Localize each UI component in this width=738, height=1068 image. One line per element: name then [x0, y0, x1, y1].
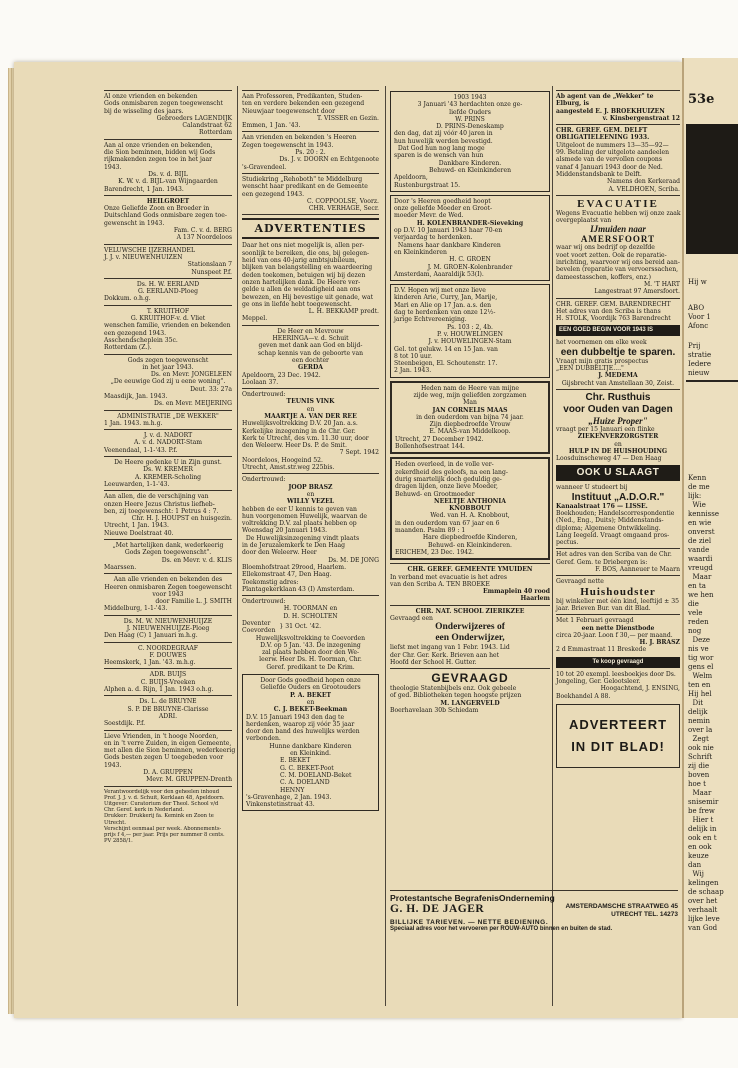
date: 7 Sept. 1942 — [339, 449, 379, 457]
name: KNOBBOUT — [449, 505, 491, 513]
signature: C. A. DOELAND — [280, 779, 330, 787]
signature: CHR. VERHAGE, Secr. — [308, 205, 379, 213]
conjunction: en — [306, 698, 315, 706]
signature: G. KRUITHOF-v. d. Vliet — [130, 315, 206, 323]
signature: C. M. DOELAND-Beket — [280, 771, 352, 779]
signature: A. KREMER-Scholing — [134, 473, 202, 481]
business-name: VELUWSCHE IJZERHANDEL — [104, 246, 196, 254]
greeting-text: Aan al onze vrienden en bekenden, die Sion beminnen, bidden wij Gods rijkmakenden zegen toe in het jaar 1943. — [104, 141, 216, 171]
notice-text: In verband met evacuatie is het adres van den Scriba A. TEN BROEKE — [390, 573, 508, 588]
name: WILLY VEZEL — [286, 498, 335, 506]
signature: Chr. H. J. HOUPST en huisgezin. — [131, 515, 232, 523]
greeting-text: Studiekring „Rehoboth" te Middelburg wenscht haar predikant en de Gemeente een gezegend 1943. — [242, 175, 368, 198]
signature: M. 'T HART — [643, 280, 680, 288]
announcement-text: Door 's Heeren goedheid hoopt onze geliefde Moeder en Groot- moeder Mevr. de Wed. — [394, 197, 493, 220]
next-page-text-c: Prij stratie Iedere nieuw — [688, 342, 712, 377]
column-3 — [390, 88, 550, 714]
ad-heading: CHR. NAT. SCHOOL ZIERIKZEE — [415, 607, 525, 615]
anniversary-box — [390, 91, 550, 192]
funeral-ad-address: UTRECHT TEL. 14273 — [611, 911, 678, 918]
section-label: Ondertrouwd: — [242, 598, 286, 606]
funeral-ad-name: G. H. DE JAGER — [390, 903, 485, 915]
name: Wed. van H. A. Knobbout, — [430, 512, 510, 520]
notice-text: Het adres van den Scriba is thans H. STOLK, Voordijk 763 Barendrecht — [556, 307, 671, 323]
ad-text: bij winkelier met één kind, leeftijd ± 35 jaar. Brieven Bur. van dit Blad. — [556, 597, 679, 612]
signature: J. MEDEMA — [598, 372, 638, 380]
signature: Behuwd- en Kleinkinderen — [428, 166, 511, 174]
signature: HENNY — [280, 786, 305, 794]
greeting-text: Aan Professoren, Predikanten, Studen- ten en verdere bekenden een gezegend Nieuwjaar toegewenscht door — [242, 93, 365, 115]
announcement-text: hebben de eer U kennis te geven van hun voorgenomen Huwelijk, waarvan de voltrekking D.V. zal plaats hebben op Woensdag 20 Januari 1943. De Huwelijksinzegening vindt plaats in de Jeruzalemkerk te Den Haag door den Weleerw. Heer — [242, 505, 368, 557]
next-page-text-b: ABO Voor 1 Afonc — [688, 304, 711, 330]
place-date: 's-Gravenhage, 2 Jan. 1943. — [246, 793, 332, 801]
banner-text: EEN GOED BEGIN VOOR 1943 IS — [559, 327, 654, 334]
section-label: Ondertrouwd: — [242, 476, 286, 484]
address: Kanaalstraat 176 — LISSE. — [556, 502, 648, 510]
funeral-ad-row — [390, 903, 678, 919]
obituary-box — [390, 457, 550, 560]
city: Rotterdam — [199, 129, 232, 137]
column-2 — [242, 88, 379, 814]
next-page-text-d: Kenn de me lijk: Wie kennisse en wie onverst de ziel vande waardi vreugd Maar en ta we hen die vele reden nog Deze nis ve tig wor gens el Welm ten en Hij hel Dit delijk nemin over la Zegt ook nie Schrift zij die boven hoe t Maar snisemir be frew Hier t delijk in ook en t en ook keuze dan Wij kelingen de schaap over het verhaalt lijke leve van God — [688, 474, 724, 932]
greeting-text: Aan alle vrienden en bekenden des Heeren onmisbaren Zegen toegewenscht voor 1943 — [104, 576, 232, 598]
ad-text: en — [614, 440, 622, 448]
ad-text: vraagt per 15 Januari een flinke — [556, 425, 655, 433]
next-page-rule — [686, 380, 738, 382]
signature: C. COPPOOLSE, Voorz. — [307, 197, 379, 205]
name: TEUNIS VINK — [286, 398, 335, 406]
place-date: Soestdijk. P.f. — [104, 720, 146, 728]
signature: Gebroeders LAGENDIJK — [156, 114, 232, 122]
place-date: Leeuwarden, 1-1-'43. — [104, 480, 170, 488]
signature: door Familie L. J. SMITH — [155, 598, 232, 606]
place-date: Alphen a. d. Rijn, 1 Jan. 1943 o.h.g. — [104, 686, 214, 694]
signature: Hare diepbedroefde Kinderen, Behuwd- en Kleinkinderen. — [422, 534, 518, 549]
in-dit-blad-text: IN DIT BLAD! — [571, 738, 665, 754]
name: D. PRINS-Deneskamp — [436, 123, 504, 131]
address: Bollenhofsestraat 144. — [395, 443, 465, 451]
headline: AMERSFOORT — [580, 234, 656, 245]
signature: D. A. GRUPPEN — [143, 769, 193, 777]
ad-heading: CHR. GEREF. GEMEENTE YMUIDEN — [407, 566, 533, 574]
address: Amsterdam, Aaaraldijk 53(I). — [394, 270, 484, 278]
adverteert-text: ADVERTEERT — [568, 716, 668, 732]
address: Gijsbrecht van Amstellaan 30, Zeist. — [561, 379, 675, 387]
funeral-ad-line: BILLIJKE TARIEVEN. — NETTE BEDIENING. — [390, 919, 549, 926]
signature: Namens den Kerkeraad — [607, 178, 680, 186]
greeting-text: De Heere gedenke U in Zijn gunst. — [114, 459, 222, 467]
address: Vinkenstetinstraat 43. — [246, 801, 315, 809]
greeting-text: Aan vrienden en bekenden 's Heeren Zegen toegewenscht in 1943. — [242, 134, 357, 149]
name: W. PRINS — [455, 115, 485, 123]
bible-reference: Deut. 33: 27a — [190, 385, 232, 393]
place-date: Heemskerk, 1 Jan. '43. m.h.g. — [104, 659, 196, 667]
ad-text: HULP IN DE HUISHOUDING — [568, 447, 668, 455]
column-rule — [552, 86, 553, 1006]
signature: G. EERLAND-Ploeg — [137, 288, 199, 296]
signature: J. v. HOUWELINGEN-Stam — [428, 338, 512, 346]
headline: een dubbeltje te sparen. — [560, 346, 676, 358]
column-1 — [104, 88, 236, 845]
city-date-group — [242, 620, 379, 635]
quotation: „De eeuwige God zij u eene woning". — [110, 378, 226, 386]
signature: Mevr. M. GRUPPEN-Drenth — [146, 776, 232, 784]
bible-reference: Ps. 20 : 2. — [295, 149, 326, 157]
signature: Ds. M. W. NIEUWENHUIJZE — [123, 617, 213, 625]
address: Utrecht, Amst.str.weg 225bis. — [242, 464, 335, 472]
greeting-text: Al onze vrienden en bekenden Gods onmisbaren zegen toegewenscht bij de wisseling des jaars. — [104, 93, 223, 115]
gevraagd-heading: GEVRAAGD — [431, 671, 509, 686]
date: 2 Jan. 1943. — [394, 367, 432, 375]
address: Calandstraat 62 — [182, 122, 232, 130]
address: v. Kinsbergenstraat 12 — [602, 114, 680, 122]
name: H. TOORMAN en — [283, 605, 338, 613]
address: Noordeloos, Hoogeind 52. — [242, 456, 323, 464]
signature: Ds. L. de BRUYNE — [139, 698, 197, 706]
vacancy-title: Onderwijzeres of een Onderwijzer, — [435, 622, 505, 644]
announcement-text: in den ouderdom van bijna 74 jaar. — [416, 413, 524, 421]
address: Boekhandel A 88. — [556, 692, 611, 700]
birth-announcement: De Heer en Mevrouw HEERINGA—v. d. Schuit geven met dank aan God en blijd- schap kennis van de geboorte van een dochter — [257, 327, 364, 364]
obituary-box — [390, 381, 550, 455]
savings-banner — [556, 325, 680, 336]
announcement-text: 3 Januari '43 herdachten onze ge- liefde Ouders — [417, 101, 523, 116]
evacuatie-heading: EVACUATIE — [577, 197, 659, 210]
ad-text: circa 20-jaar. Loon f 30,— per maand. — [556, 631, 673, 639]
address: Bloemhofstraat 29rood, Haarlem. — [242, 563, 347, 571]
section-label: Ondertrouwd: — [242, 391, 286, 399]
label: Gevraagd een — [390, 615, 433, 622]
headline: Instituut „A.D.O.R." — [571, 491, 665, 503]
address: Loolaan 37. — [242, 378, 279, 386]
ad-text: Vraagt mijn gratis prospectus „EEN DUBBELTJE...." — [556, 357, 649, 373]
years: 1903 1943 — [453, 94, 487, 101]
signature: H. C. GROEN — [449, 256, 491, 264]
advertenties-heading: ADVERTENTIES — [242, 218, 379, 239]
anniversary-box — [390, 284, 550, 378]
ad-heading: ADMINISTRATIE „DE WEKKER" — [117, 412, 219, 420]
address: Steenbeigen, El. Schoutenstr. 17. — [394, 360, 498, 368]
signature: E. MAAS-van Middelkoop. — [429, 428, 511, 436]
announcement-text: Huwelijksvoltrekking D.V. 20 Jan. a.s. Kerkelijke inzegening in de Chr. Ger. Kerk te Utrecht, des v.m. 11.30 uur, door den Weleerw. Heer Ds. P. de Smit. — [242, 420, 369, 450]
place-date: Utrecht, 1 Jan. 1943. — [104, 522, 169, 530]
announcement-text: Door Gods goedheid hopen onze Geliefde Ouders en Grootouders — [260, 677, 361, 692]
place-date: Den Haag (C) 1 Januari m.h.g. — [104, 632, 198, 640]
anniversary-box — [242, 674, 379, 811]
bible-reference: Ps. 103 : 2, 4b. — [447, 323, 493, 331]
signature: Hoogachtend, J. ENSING, — [600, 685, 680, 693]
place-date: ERICHEM, 23 Dec. 1942. — [395, 548, 474, 556]
address: Loosduinscheweg 47 — Den Haag — [556, 455, 662, 463]
signature: J. M. GROEN-Kolenbrander — [427, 263, 513, 271]
label: Toekomstig adres: — [242, 578, 299, 586]
signature: L. H. BEKKAMP predt. — [308, 308, 379, 316]
notice-text: Uitgeloot de nummers 13—35—92— 99. Betaling der uitgelote aandeelen alsmede van de vervollen coupons vanaf 4 Januari 1943 door de Ned. Middenstandsbank te Delft. — [556, 141, 670, 178]
next-page-black-banner — [686, 124, 738, 254]
address: A 137 Noordeloos — [176, 234, 232, 242]
date: } 31 Oct. '42. — [279, 623, 322, 630]
address: Nieuwe Doelstraat 40. — [104, 529, 174, 537]
city: Rotterdam (Z.). — [104, 344, 152, 352]
signature: Ds. en Mevr. JONGELEEN — [150, 371, 232, 379]
headline: Huishoudster — [580, 585, 656, 598]
announcement-text: Heden nam de Heere van mijne zijde weg, mijn geliefden zorgzamen Man — [413, 384, 527, 407]
ad-heading: CHR. GEREF. GEM. BARENDRECHT — [556, 300, 671, 308]
funeral-ad-address-block — [565, 903, 678, 919]
funeral-ad-line: Speciaal adres voor het vervoeren per ROUW-AUTO binnen en buiten de stad. — [390, 926, 613, 932]
signature: F. DOUWES — [149, 651, 187, 659]
address: Ellekomstraat 47, Den Haag. — [242, 571, 332, 579]
child-name: GERDA — [298, 364, 323, 372]
thank-you-text: Daar het ons niet mogelijk is, allen per- soonlijk te bereiken, die ons, bij gelegen- heid van ons 40-jarig ambtsjubileum, blijken van belangstelling en waardeering deden toekomen, betuigen wij bij dezen onzen hartelijken dank. De Heere ver- gelde u allen de weldadigheid aan ons bewezen, en Hij bevestige uit genade, wat ge ons in liefde hebt toegewenscht. — [242, 242, 374, 308]
signature: Dankbare Kinderen. — [438, 159, 502, 167]
name: C. J. BEKET-Beekman — [273, 706, 348, 714]
colophon: Verantwoordelijk voor den geheelen inhoud Prof. J. J. v. d. Schuit, Kerklaan 48, Apeldoorn. Uitgever: Curatorium der Theol. School v/d Chr. Geref. kerk in Nederland. Drukker: Drukkerij fa. Kemink en Zoon te Utrecht. Verschijnt eenmaal per week. Abonnements- prijs f 4,— per jaar. Prijs per nummer 8 cents. PV 2858/1. — [104, 788, 225, 845]
next-page-number: 53e — [688, 92, 715, 107]
signature: Hunne dankbare Kinderen en Kleinkind. — [269, 742, 352, 758]
name: JOOP BRASZ — [288, 483, 333, 491]
headline: IJmuiden naar — [590, 224, 646, 235]
ad-heading: CHR. GEREF. GEM. DELFT — [556, 127, 648, 135]
signature: K. W. v. d. BIJL-van Wijngaarden — [118, 178, 218, 186]
ad-text: het voornemen om elke week — [556, 339, 647, 347]
signature: Ds. M. DE JONG — [328, 556, 379, 564]
city: Apeldoorn, — [394, 174, 428, 182]
announcement-text: D.V. Hopen wij met onze lieve kinderen Arie, Curry, Jan, Marije, Mari en Alie op 17 Jan. a.s. den dag te herdenken van onze 12½- jarige Echtvereeniging. — [394, 287, 498, 324]
funeral-ad-title: Protestantsche BegrafenisOnderneming — [390, 893, 555, 903]
place-date: Middelburg, 1-1-'43. — [104, 605, 168, 613]
greeting-text: Gods zegen toegewenscht in het jaar 1943. — [127, 356, 209, 371]
notice-text: waar wij ons bedrijf op dezelfde voet voort zetten. Ook de reparatie- inrichting, waarvoor wij ons bereid aan- bevelen (reparatie van vervoerssachen, dameestasschen, koffers, enz.) — [556, 244, 680, 281]
signature: T. VISSER en Gezin. — [316, 114, 379, 122]
signature: Ds. W. KREMER — [143, 466, 193, 474]
name: H. KOLENBRANDER-Sieveking — [416, 219, 524, 227]
address: Rustenburgstraat 15. — [394, 181, 461, 189]
announcement-text: Huwelijksvoltrekking te Coevorden D.V. op 5 Jan. '43. De inzegening zal plaats hebben door den We- leerw. Heer Ds. H. Toorman, Chr. Geref. predikant te De Krim. — [255, 634, 366, 671]
greeting-text: Lieve Vrienden, in 't hooge Noorden, en in 't verre Zuiden, in eigen Gemeente, met allen die Sion beminnen, wederkeerig Gods besten zegen U toegebeden voor 1943. — [104, 732, 236, 769]
ad-text: wanneer U studeert bij — [556, 484, 628, 492]
announcement-text: in den ouderdom van 67 jaar en 6 maanden. Psalm 89 : 1 — [395, 519, 500, 535]
signature: P. v. HOUWELINGEN — [437, 330, 503, 338]
study-banner — [556, 465, 680, 481]
signature: J. NIEUWENHUIJZE-Ploeg — [126, 625, 210, 632]
address: Boerhavelaan 30b Schiedam — [390, 707, 479, 715]
notice-text: Ab agent van de „Wekker" te Elburg, is — [556, 93, 654, 108]
place-date: Dokkum. o.h.g. — [104, 295, 151, 303]
label: Met 1 Februari gevraagd — [556, 617, 634, 625]
signature: A. VELDHOEN, Scriba. — [608, 185, 680, 193]
headline: voor Ouden van Dagen — [563, 403, 673, 415]
signature: ADRI. — [158, 712, 178, 720]
address: Emmaplein 40 rood — [482, 588, 550, 596]
signature: aangesteld E. J. BROEKHUIZEN — [556, 107, 665, 115]
signature: Ds. en Mevr. v. d. KLIS — [161, 556, 232, 564]
signature: J. v. d. NADORT — [143, 432, 193, 440]
signature: Ds. H. W. EERLAND — [136, 280, 200, 288]
signature: ADR. BUIJS — [149, 671, 187, 679]
headline: „Huize Proper" — [588, 415, 648, 426]
adverteert-box — [556, 704, 680, 768]
greeting-text: wenschen familie, vrienden en bekenden een gezegend 1943. — [104, 322, 231, 337]
city: 's-Gravendeel. — [242, 163, 287, 171]
vacancy-text: liefst met ingang van 1 Febr. 1943. Lid der Chr. Ger. Kerk. Brieven aan het Hoofd der School H. Gutter. — [390, 644, 510, 666]
signature: C. NOORDEGRAAF — [137, 644, 199, 652]
signature: A. v. d. NADORT-Stam — [133, 439, 203, 447]
city: Deventer — [242, 620, 271, 627]
signature: Fam. C. v. d. BERG — [173, 227, 232, 235]
name: JAN CORNELIS MAAS — [432, 406, 508, 414]
notice-text: Wegens Evacuatie hebben wij onze zaak overgeplaatst van — [556, 209, 681, 225]
next-page-text-a: Hij w — [688, 278, 707, 286]
ad-text: Boekhouden; Handelscorrespondentie (Ned., Eng., Duits); Middenstands- diploma; Algemene Ontwikkeling. Lang Ieegeld. Vraagt omgaand pros- pectus. — [556, 509, 675, 547]
signature: G. C. BEKET-Poot — [280, 764, 334, 772]
city: Coevorden — [242, 627, 276, 635]
name: NEELTJE ANTHONIA — [434, 497, 506, 505]
signature: T. KRUITHOF — [146, 307, 190, 315]
ad-text: 10 tot 20 exempl. leesboekjes door Ds. Jongeling, Ger. Gelootsleer. — [556, 670, 676, 686]
signature: Ds. J. v. DOORN en Echtgenoote — [279, 156, 379, 164]
ad-text: ZIEKENVERZORGSTER — [577, 433, 659, 441]
address: 2 d Emmastraat 11 Breskede — [556, 646, 647, 654]
place-date: 1 Jan. 1943. m.h.g. — [104, 419, 163, 427]
headline: Chr. Rusthuis — [585, 391, 651, 403]
signature: F. BOS, Aanneuer te Maarn — [595, 566, 680, 574]
city: Haarlem — [520, 595, 550, 603]
announcement-text: D.V. 15 Januari 1943 den dag te herdenken, waarop zij vóór 35 jaar door den band des huwelijks werden verbonden. — [246, 713, 360, 743]
place-date: Maasdijk, Jan. 1943. — [104, 392, 168, 400]
announcement-text: Heden overleed, in de volle ver- zekerdheid des geloofs, na een lang- durig smartelijk doch geduldig ge- dragen lijden, onze lieve Moeder, Behuwd- en Grootmoeder — [395, 461, 508, 498]
greeting-text: Aan allen, die de verschijning van onzen Heere Jezus Christus liefheb- ben, zij toegewenscht: 1 Petrus 4 : 7. — [104, 493, 219, 515]
city: Meppel. — [242, 315, 268, 323]
place-date: Barendrecht, 1 Jan. 1943. — [104, 185, 184, 193]
address: Stationslaan 7 — [187, 261, 232, 269]
place-date: Apeldoorn, 23 Dec. 1942. — [242, 371, 321, 379]
signature: Ds. v. d. BIJL — [148, 170, 188, 178]
signature: E. BEKET — [280, 757, 311, 765]
conjunction: en — [306, 490, 315, 498]
column-rule — [385, 86, 386, 1006]
signature: J. J. v. NIEUWENHUIZEN — [104, 253, 183, 261]
ad-heading: HEILGROET — [146, 197, 190, 205]
column-4 — [556, 88, 680, 768]
signature: Ds. en Mevr. MEIJERING — [154, 400, 232, 408]
wanted-banner — [556, 657, 680, 668]
greeting-text: „Met hartelijken dank, wederkeerig Gods Zegen toegewenscht". — [112, 542, 224, 557]
funeral-ad-address: AMSTERDAMSCHE STRAATWEG 45 — [565, 903, 678, 910]
place-date: Veenendaal, 1-1-'43. P.f. — [104, 446, 178, 454]
label: Gevraagd nette — [556, 578, 604, 586]
place-date: Emmen, 1 Jan. '43. — [242, 122, 301, 130]
next-page-fragment — [682, 58, 738, 1018]
name: P. A. BEKET — [289, 691, 332, 699]
banner-text: Te koop gevraagd — [592, 658, 644, 665]
column-rule — [237, 86, 238, 1006]
birthday-box — [390, 195, 550, 281]
signature: S. P. DE BRUYNE-Clarisse — [127, 705, 209, 713]
signature: Zijn diepbedroefde Vrouw — [429, 421, 511, 429]
address: Plantagekerklaan 43 (I) Amsterdam. — [242, 585, 355, 593]
place-date: Utrecht, 27 December 1942. — [395, 435, 484, 443]
city: Maarssen. — [104, 563, 137, 571]
banner-title: OOK U SLAAGT — [576, 467, 660, 479]
signature: C. BUIJS-Vreeken — [140, 678, 196, 686]
name: D. H. SCHOLTEN — [283, 612, 338, 620]
announcement-text: Gel. tot gelukw. 14 en 15 Jan. van 8 tot 10 uur. — [394, 345, 498, 360]
ad-heading: OBLIGATIELEENING 1933. — [556, 134, 650, 142]
headline: een nette Dienstbode — [581, 624, 655, 632]
signature: M. LANGERVELD — [440, 699, 500, 707]
address: Langestraat 97 Amersfoort. — [594, 288, 680, 296]
signature: H. J. BRASZ — [639, 639, 680, 647]
address: Asschendscheplein 35c. — [104, 336, 178, 344]
greeting-text: Onze Geliefde Zoon en Broeder in Duitschland Gods onmisbare zegen toe- gewenscht in 1943. — [104, 205, 227, 227]
funeral-ad — [390, 888, 678, 932]
name: MAARTJE A. VAN DER REE — [264, 412, 357, 420]
city: Nunspeet P.f. — [191, 268, 232, 276]
conjunction: en — [306, 405, 315, 413]
ad-text: theologie Statenbijbels enz. Ook gebeele of ged. Bibliotheken tegen hoogste prijzen — [390, 685, 522, 700]
announcement-text: den dag, dat zij vóór 40 jaren in hun huwelijk werden bevestigd. Dat God hun nog lang moge sparen is de wensch van hun — [394, 130, 493, 160]
notice-text: Het adres van den Scriba van de Chr. Geref. Gem. te Driebergen is: — [556, 551, 672, 566]
announcement-text: op D.V. 10 Januari 1943 haar 70-en verjaardag te herdenken. Namens haar dankbare Kinderen en Kleinkinderen — [394, 227, 503, 256]
